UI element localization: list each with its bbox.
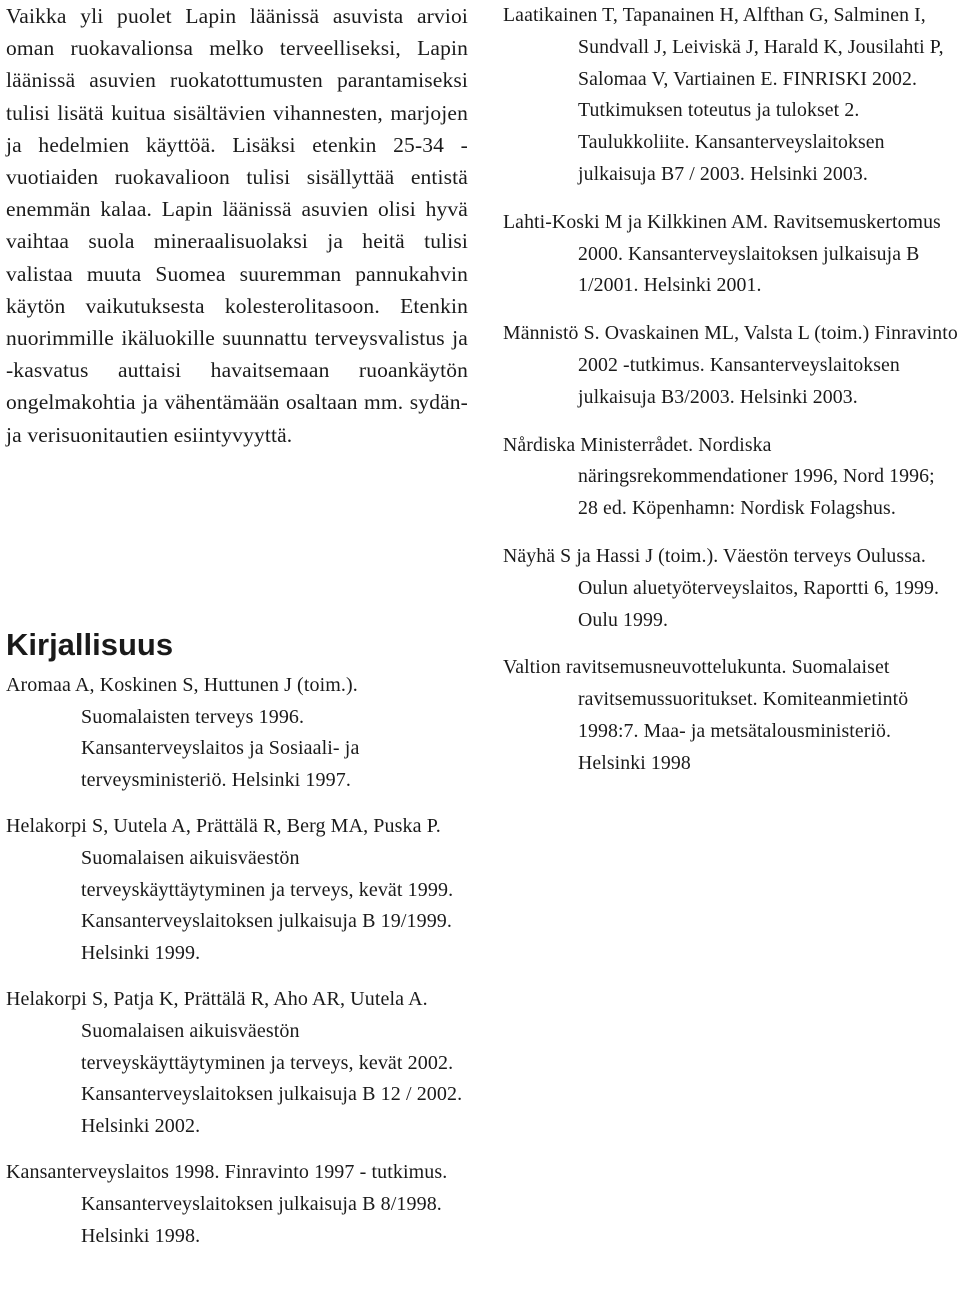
right-column bbox=[503, 0, 958, 796]
reference-list-left bbox=[6, 670, 468, 1267]
reference-item: Nårdiska Ministerrådet. Nordiska näringsrekommendationer 1996, Nord 1996; 28 ed. Köpenhamn: Nordisk Folagshus. bbox=[503, 433, 935, 520]
left-column bbox=[6, 0, 468, 1247]
reference-item: Kansanterveyslaitos 1998. Finravinto 1997 - tutkimus. Kansanterveyslaitoksen julkaisuja B 8/1998. Helsinki 1998. bbox=[6, 1161, 448, 1247]
reference-item: Männistö S. Ovaskainen ML, Valsta L (toim.) Finravinto 2002 -tutkimus. Kansanterveyslaitoksen julkaisuja B3/2003. Helsinki 2003. bbox=[503, 322, 958, 408]
reference-item: Näyhä S ja Hassi J (toim.). Väestön terveys Oulussa. Oulun aluetyöterveyslaitos, Raportti 6, 1999. Oulu 1999. bbox=[503, 544, 940, 631]
reference-list-right bbox=[503, 0, 958, 780]
reference-item: Helakorpi S, Uutela A, Prättälä R, Berg MA, Puska P. Suomalaisen aikuisväestön terveyskäyttäytyminen ja terveys, kevät 1999. Kansanterveyslaitoksen julkaisuja B 19/1999. Helsinki 1999. bbox=[6, 815, 454, 964]
reference-item: Valtion ravitsemusneuvottelukunta. Suomalaiset ravitsemussuoritukset. Komiteanmietintö 1998:7. Maa- ja metsätalousministeriö. Helsinki 1998 bbox=[503, 656, 909, 774]
body-paragraph: Vaikka yli puolet Lapin läänissä asuvista arvioi oman ruokavalionsa melko terveelliseksi, Lapin läänissä asuvien ruokatottumusten parantamiseksi tulisi lisätä kuitua sisältävien vihannesten, marjojen ja hedelmien käyttöä. Lisäksi etenkin 25-34 -vuotiaiden ruokavalioon tulisi sisällyttää entistä enemmän kalaa. Lapin läänissä asuvien olisi hyvä vaihtaa suola mineraalisuolaksi ja heitä tulisi valistaa muuta Suomea suuremman pannukahvin käytön vaikutuksesta kolesterolitasoon. Etenkin nuorimmille ikäluokille suunnattu terveysvalistus ja -kasvatus auttaisi havaitsemaan ruoankäytön ongelmakohtia ja vähentämään osaltaan mm. sydän- ja verisuonitautien esiintyvyyttä. bbox=[6, 4, 468, 447]
reference-item: Lahti-Koski M ja Kilkkinen AM. Ravitsemuskertomus 2000. Kansanterveyslaitoksen julkaisuja B 1/2001. Helsinki 2001. bbox=[503, 210, 941, 297]
reference-item: Helakorpi S, Patja K, Prättälä R, Aho AR, Uutela A. Suomalaisen aikuisväestön terveyskäyttäytyminen ja terveys, kevät 2002. Kansanterveyslaitoksen julkaisuja B 12 / 2002. Helsinki 2002. bbox=[6, 988, 463, 1137]
reference-item: Aromaa A, Koskinen S, Huttunen J (toim.). Suomalaisten terveys 1996. Kansanterveyslaitos ja Sosiaali- ja terveysministeriö. Helsinki 1997. bbox=[6, 674, 360, 791]
reference-item: Laatikainen T, Tapanainen H, Alfthan G, Salminen I, Sundvall J, Leiviskä J, Harald K, Jousilahti P, Salomaa V, Vartiainen E. FINRISKI 2002. Tutkimuksen toteutus ja tulokset 2. Taulukkoliite. Kansanterveyslaitoksen julkaisuja B7 / 2003. Helsinki 2003. bbox=[503, 4, 944, 185]
references-heading: Kirjallisuus bbox=[6, 627, 174, 662]
